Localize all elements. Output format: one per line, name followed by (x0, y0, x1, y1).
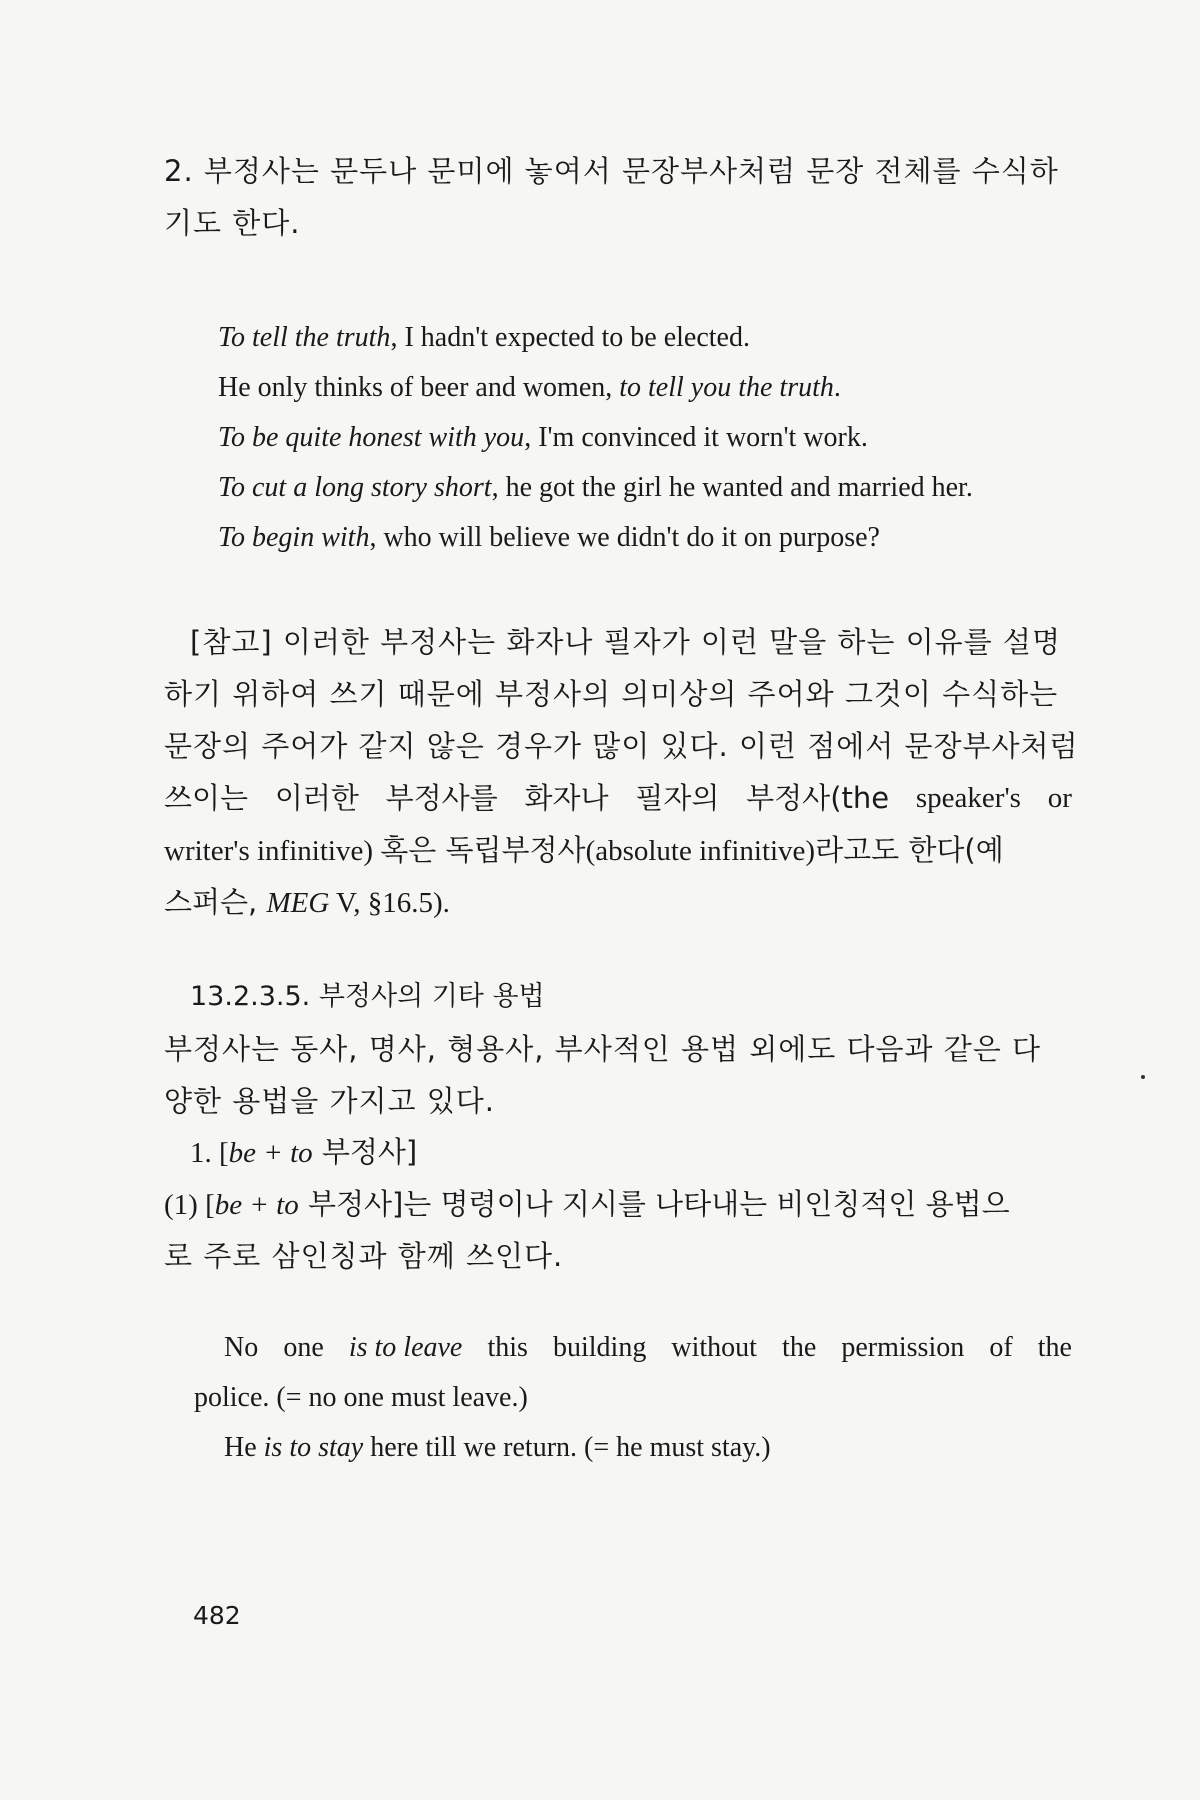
paragraph-text: 기도 한다. (164, 206, 301, 240)
example-sentence (218, 374, 841, 402)
example-italic: To tell the truth (218, 322, 391, 353)
example-text: , I'm convinced it worn't work. (524, 422, 868, 453)
note-line (164, 677, 1072, 711)
example-sentence (224, 1434, 771, 1462)
note-line (190, 625, 1072, 659)
note-line (164, 833, 1004, 867)
paragraph-line (164, 1032, 1072, 1066)
note-text: [참고] 이러한 부정사는 화자나 필자가 이런 말을 하는 이유를 설명 (190, 625, 1061, 659)
sub-text: 부정사]는 명령이나 지시를 나타내는 비인칭적인 용법으 (298, 1187, 1010, 1221)
paragraph-text: 양한 용법을 가지고 있다. (164, 1084, 496, 1118)
example-text: , he got the girl he wanted and married her. (491, 472, 973, 503)
paragraph-text: 로 주로 삼인칭과 함께 쓰인다. (164, 1239, 564, 1273)
item-italic: be + to (228, 1137, 313, 1169)
example-word: building (552, 1332, 647, 1363)
paragraph-line (164, 1084, 496, 1118)
section-heading (190, 983, 545, 1010)
example-word: one (283, 1332, 324, 1363)
example-text: He only thinks of beer and women, (218, 372, 620, 403)
paragraph-line (164, 154, 1088, 188)
example-italic: is to stay (263, 1432, 364, 1463)
sub-text: (1) [ (164, 1189, 215, 1221)
paragraph-text: 부정사는 동사, 명사, 형용사, 부사적인 용법 외에도 다음과 같은 다 (164, 1032, 1041, 1066)
note-text: 라고도 한다(예 (815, 833, 1004, 867)
example-word: of (989, 1332, 1013, 1363)
list-item-heading (190, 1135, 418, 1169)
example-text: , who will believe we didn't do it on purpose? (369, 522, 880, 553)
example-text: here till we return. (= he must stay.) (363, 1432, 771, 1463)
paragraph-line (164, 1187, 1080, 1221)
note-text: 문장의 주어가 같지 않은 경우가 많이 있다. 이런 점에서 문장부사처럼 (164, 729, 1079, 763)
paragraph-text: 2. 부정사는 문두나 문미에 놓여서 문장부사처럼 문장 전체를 수식하 (164, 154, 1059, 188)
example-sentence (194, 1384, 528, 1412)
sub-italic: be + to (214, 1189, 299, 1221)
page-number: 482 (193, 1601, 241, 1630)
note-line (164, 885, 450, 919)
note-word: 부정사(the (746, 781, 890, 815)
example-word: permission (841, 1332, 965, 1363)
note-line (164, 729, 1079, 763)
item-text: 1. [ (190, 1137, 229, 1169)
example-text: police. (= no one must leave.) (194, 1382, 528, 1413)
example-word: No (224, 1332, 259, 1363)
example-word: this (487, 1332, 528, 1363)
example-italic: To begin with (218, 522, 370, 553)
example-sentence (218, 474, 973, 502)
example-word: without (671, 1332, 757, 1363)
example-italic: to tell you the truth (619, 372, 834, 403)
example-italic: To cut a long story short (218, 472, 492, 503)
note-text: 스퍼슨, (164, 885, 267, 919)
note-word: 이러한 (274, 781, 359, 815)
note-word: 쓰이는 (164, 781, 249, 815)
note-text: 하기 위하여 쓰기 때문에 부정사의 의미상의 주어와 그것이 수식하는 (164, 677, 1059, 711)
example-sentence (218, 324, 750, 352)
note-word: speaker's (915, 782, 1021, 814)
example-word: the (782, 1332, 817, 1363)
example-sentence (218, 424, 868, 452)
paragraph-line (164, 1239, 564, 1273)
note-text: (absolute infinitive) (585, 835, 816, 867)
section-title: 부정사의 기타 용법 (310, 981, 545, 1012)
note-line (164, 781, 1072, 815)
example-sentence (218, 524, 880, 552)
example-italic: is to leave (348, 1332, 463, 1363)
paragraph-line (164, 206, 301, 240)
item-text: 부정사] (312, 1135, 418, 1169)
note-word: 필자의 (635, 781, 720, 815)
example-text: , I hadn't expected to be elected. (390, 322, 750, 353)
example-text: He (224, 1432, 264, 1463)
section-number: 13.2.3.5. (190, 981, 311, 1012)
note-text: 혹은 독립부정사 (380, 833, 586, 867)
ink-speck (1141, 1075, 1145, 1079)
note-text: V, §16.5). (329, 887, 450, 919)
note-text: writer's infinitive) (164, 835, 381, 867)
example-italic: To be quite honest with you (218, 422, 525, 453)
example-sentence (224, 1334, 1072, 1362)
note-word: 부정사를 (385, 781, 498, 815)
example-text: . (833, 372, 841, 403)
example-word: the (1037, 1332, 1072, 1363)
note-citation: MEG (266, 887, 330, 919)
note-word: 화자나 (524, 781, 609, 815)
note-word: or (1047, 782, 1072, 814)
